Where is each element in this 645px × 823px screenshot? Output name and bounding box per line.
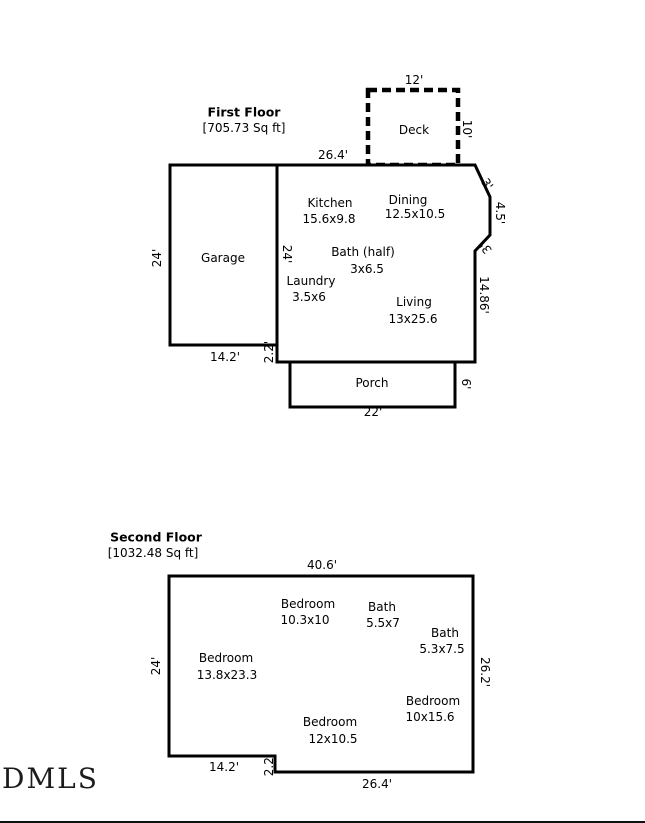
dim-second-right-height: 26.2' — [478, 656, 492, 688]
room-label-bedroom-top: Bedroom — [280, 597, 336, 611]
dim-deck-width: 12' — [404, 73, 424, 87]
room-size-dining: 12.5x10.5 — [384, 207, 446, 221]
room-size-bedroom-bottom: 12x10.5 — [308, 732, 358, 746]
room-label-bedroom-right: Bedroom — [405, 694, 461, 708]
room-size-laundry: 3.5x6 — [292, 290, 326, 304]
room-size-bedroom-top: 10.3x10 — [280, 613, 330, 627]
room-label-deck: Deck — [398, 123, 430, 137]
room-label-porch: Porch — [355, 376, 389, 390]
room-size-bath-large: 5.3x7.5 — [419, 642, 465, 656]
dim-bay-lower: 3' — [477, 239, 495, 257]
dim-top-width: 26.4' — [317, 148, 349, 162]
room-size-kitchen: 15.6x9.8 — [302, 212, 356, 226]
dim-second-top-width: 40.6' — [306, 558, 338, 572]
dim-second-bottom-left-width: 14.2' — [208, 760, 240, 774]
dim-second-step: 2.2' — [262, 753, 276, 777]
dim-porch-width: 22' — [363, 405, 383, 419]
second-floor-area: [1032.48 Sq ft] — [107, 546, 199, 560]
room-size-bath-half: 3x6.5 — [350, 262, 384, 276]
dim-bay-middle: 4.5' — [493, 201, 507, 225]
dim-garage-width: 14.2' — [209, 350, 241, 364]
room-label-bath-large: Bath — [431, 626, 459, 640]
dim-porch-height: 6' — [459, 378, 473, 390]
dim-first-floor-step: 2.2' — [262, 340, 276, 364]
room-label-garage: Garage — [201, 251, 245, 265]
room-label-dining: Dining — [388, 193, 428, 207]
second-floor-title: Second Floor — [110, 529, 202, 545]
dim-bay-upper: 3' — [478, 175, 496, 193]
room-size-living: 13x25.6 — [388, 312, 438, 326]
room-label-living: Living — [396, 295, 432, 309]
room-size-bath-small: 5.5x7 — [366, 616, 400, 630]
dim-deck-height: 10' — [460, 119, 474, 139]
mls-watermark-logo: DMLS — [2, 762, 99, 795]
first-floor-area: [705.73 Sq ft] — [202, 121, 286, 135]
dim-second-left-height: 24' — [149, 656, 163, 676]
room-label-laundry: Laundry — [286, 274, 336, 288]
room-label-bedroom-bottom: Bedroom — [302, 715, 358, 729]
dim-interior-wall-height: 24' — [280, 244, 294, 264]
dim-first-right-height: 14.86' — [477, 276, 491, 314]
room-label-bath-half: Bath (half) — [331, 245, 395, 259]
room-label-bath-small: Bath — [368, 600, 396, 614]
room-size-bedroom-left: 13.8x23.3 — [196, 668, 258, 682]
first-floor-title: First Floor — [207, 104, 281, 120]
room-label-bedroom-left: Bedroom — [198, 651, 254, 665]
dim-second-bottom-right-width: 26.4' — [361, 777, 393, 791]
dim-garage-height: 24' — [150, 248, 164, 268]
room-size-bedroom-right: 10x15.6 — [405, 710, 455, 724]
room-label-kitchen: Kitchen — [307, 196, 353, 210]
